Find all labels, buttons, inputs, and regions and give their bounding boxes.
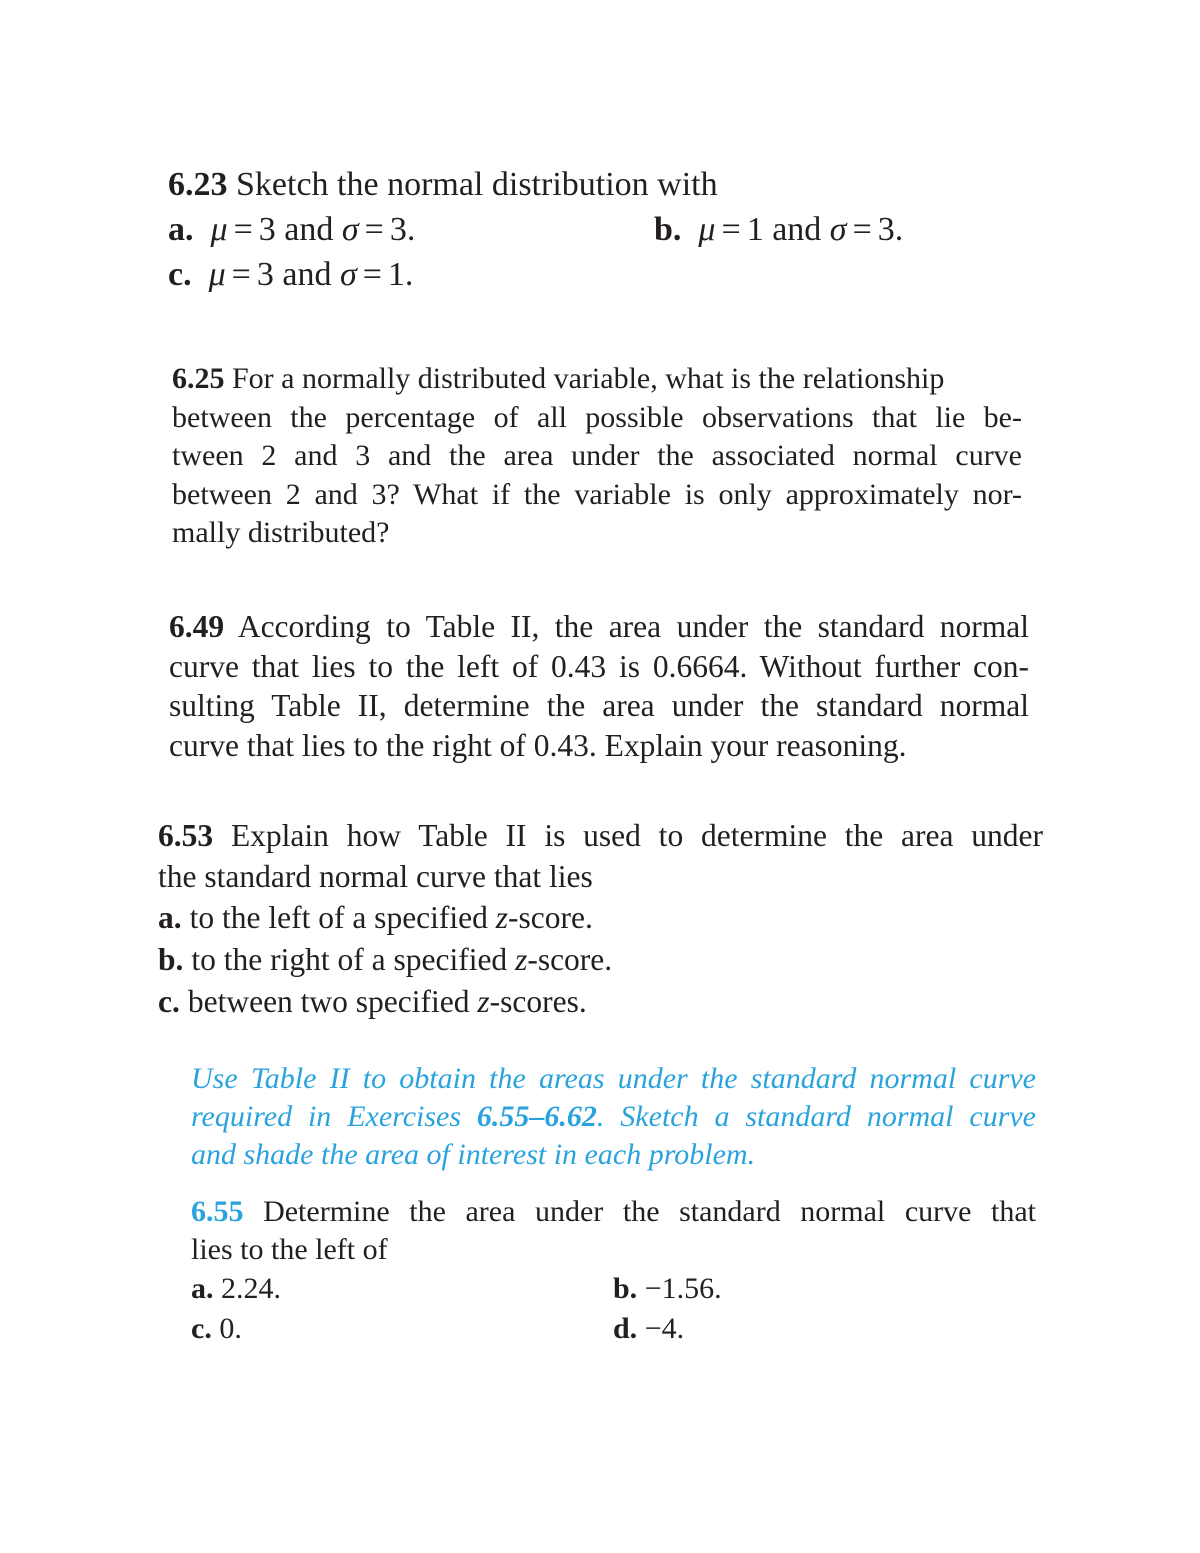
part-label: a.: [168, 211, 194, 248]
exercise-6-55: [191, 1193, 1036, 1349]
paragraph-line: [169, 607, 1029, 647]
item-text: -score.: [508, 900, 593, 935]
paragraph-line: [158, 815, 1043, 856]
mu-symbol: μ: [210, 211, 228, 248]
paragraph-line: [191, 1193, 1036, 1231]
exercise-number: 6.25: [172, 362, 225, 395]
answer-row-1: [191, 1269, 1036, 1309]
part-c: [168, 256, 413, 293]
sigma-value: 1.: [387, 256, 414, 293]
mu-value: 3: [258, 211, 276, 248]
exercise-6-23-stem-line: [168, 162, 1028, 207]
z-variable: z: [515, 942, 528, 977]
paragraph-line: sulting Table II, determine the area under the standard normal: [169, 688, 1029, 723]
equals-sign: =: [721, 211, 741, 248]
exercise-6-49: [169, 607, 1029, 765]
equals-sign: =: [362, 256, 382, 293]
part-a: [168, 211, 415, 248]
paragraph-line: curve that lies to the left of 0.43 is 0.6664. Without further con-: [169, 648, 1029, 684]
part-label: a.: [158, 900, 182, 935]
exercise-stem: Sketch the normal distribution with: [236, 166, 718, 203]
exercise-6-23-row-1: [168, 207, 1028, 252]
and-word: and: [772, 211, 822, 248]
mu-symbol: μ: [208, 256, 226, 293]
exercise-range: 6.55–6.62: [476, 1100, 597, 1133]
exercise-6-23-row-2: [168, 252, 1028, 297]
part-value: 2.24.: [221, 1272, 281, 1305]
list-item: [158, 981, 1043, 1023]
part-label: b.: [613, 1272, 638, 1305]
part-d: [613, 1309, 684, 1349]
paragraph-line: tween 2 and 3 and the area under the associated normal curve: [172, 439, 1022, 472]
paragraph-line: lies to the left of: [191, 1233, 388, 1266]
sigma-symbol: σ: [341, 211, 359, 248]
sigma-value: 3.: [389, 211, 416, 248]
part-b: [613, 1269, 722, 1309]
part-value: −1.56.: [644, 1272, 722, 1305]
equals-sign: =: [231, 256, 251, 293]
equals-sign: =: [852, 211, 872, 248]
sigma-symbol: σ: [339, 256, 357, 293]
equals-sign: =: [233, 211, 253, 248]
text-line: Explain how Table II is used to determine the area under: [230, 818, 1044, 853]
list-item: [158, 897, 1043, 939]
exercise-number: 6.49: [169, 609, 225, 644]
part-label: c.: [168, 256, 192, 293]
paragraph-line: between 2 and 3? What if the variable is only approximately nor-: [172, 477, 1022, 511]
item-text: between two specified: [187, 984, 478, 1019]
part-value: −4.: [644, 1312, 685, 1345]
sigma-value: 3.: [877, 211, 904, 248]
paragraph-line: mally distributed?: [172, 516, 390, 549]
exercise-number: 6.53: [158, 818, 214, 853]
part-label: d.: [613, 1312, 638, 1345]
item-text: -scores.: [489, 984, 587, 1019]
z-variable: z: [477, 984, 490, 1019]
exercise-number: 6.23: [168, 166, 228, 203]
item-text: -score.: [527, 942, 613, 977]
instruction-line: [191, 1098, 1036, 1136]
part-label: c.: [191, 1312, 212, 1345]
part-label: a.: [191, 1272, 214, 1305]
part-a: [191, 1272, 281, 1305]
and-word: and: [284, 211, 334, 248]
mu-value: 1: [746, 211, 764, 248]
list-item: [158, 939, 1043, 981]
part-label: b.: [654, 211, 682, 248]
equals-sign: =: [364, 211, 384, 248]
part-c: [191, 1312, 242, 1345]
paragraph-line: between the percentage of all possible observations that lie be-: [172, 400, 1022, 434]
instructions-block: [191, 1060, 1036, 1174]
text-line: Determine the area under the standard normal curve that: [263, 1195, 1036, 1228]
instruction-line: and shade the area of interest in each problem.: [191, 1138, 756, 1171]
part-label: c.: [158, 984, 180, 1019]
answer-row-2: [191, 1309, 1036, 1349]
z-variable: z: [495, 900, 509, 935]
and-word: and: [282, 256, 332, 293]
exercise-6-25: [172, 360, 1022, 553]
part-b: [654, 207, 903, 252]
sigma-symbol: σ: [829, 211, 847, 248]
text-line: According to Table II, the area under the standard normal: [237, 609, 1029, 644]
paragraph-line: curve that lies to the right of 0.43. Explain your reasoning.: [169, 727, 907, 763]
exercise-number: 6.55: [191, 1195, 244, 1228]
instruction-line: Use Table II to obtain the areas under the standard normal curve: [191, 1062, 1036, 1095]
item-text: to the right of a specified: [191, 942, 516, 977]
paragraph-line: the standard normal curve that lies: [158, 859, 593, 894]
part-value: 0.: [219, 1312, 242, 1345]
text-line: For a normally distributed variable, what is the relationship: [232, 362, 945, 395]
mu-value: 3: [256, 256, 274, 293]
mu-symbol: μ: [698, 211, 716, 248]
instruction-text: required in Exercises: [191, 1100, 477, 1133]
exercise-6-23: [168, 162, 1028, 297]
exercise-6-53: [158, 815, 1043, 1023]
part-label: b.: [158, 942, 184, 977]
instruction-text: . Sketch a standard normal curve: [596, 1100, 1036, 1133]
item-text: to the left of a specified: [189, 900, 496, 935]
paragraph-line: [172, 360, 1022, 399]
